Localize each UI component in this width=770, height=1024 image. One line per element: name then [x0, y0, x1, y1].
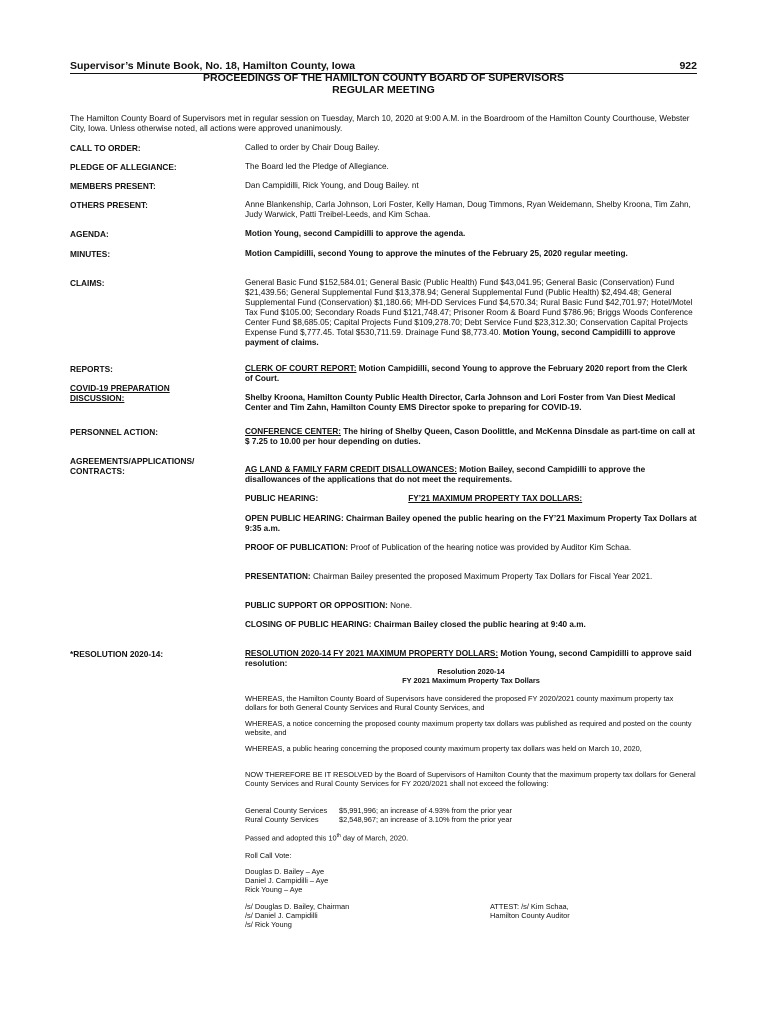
- proof-label: PROOF OF PUBLICATION:: [245, 543, 349, 552]
- agreements-label-line2: CONTRACTS:: [70, 466, 125, 476]
- whereas-2: WHEREAS, a notice concerning the proposed county maximum property tax dollars was published as required and posted on the county website, and: [245, 719, 692, 737]
- passed-sup: th: [336, 833, 341, 839]
- pledge-text: The Board led the Pledge of Allegiance.: [245, 162, 389, 171]
- covid-label-line2: DISCUSSION:: [70, 393, 125, 403]
- intro-paragraph: The Hamilton County Board of Supervisors met in regular session on Tuesday, March 10, 2020 at 9:00 A.M. in the Boardroom of the Hamilton County Courthouse, Webster City, Iowa. Unless otherwise noted, all actions were approved unanimously.: [70, 114, 690, 133]
- covid-label: [70, 383, 170, 403]
- support-label: PUBLIC SUPPORT OR OPPOSITION:: [245, 601, 388, 610]
- agreements-text: [245, 465, 697, 485]
- page-number: 922: [679, 60, 697, 72]
- resolution-title-1: Resolution 2020-14: [437, 667, 505, 676]
- others-present-text: Anne Blankenship, Carla Johnson, Lori Foster, Kelly Haman, Doug Timmons, Ryan Weidemann, Shelby Kroona, Tim Zahn, Judy Warwick, Patti Treibel-Leeds, and Kim Schaa.: [245, 200, 691, 219]
- agenda-text: Motion Young, second Campidilli to approve the agenda.: [245, 229, 466, 238]
- open-hearing-text: OPEN PUBLIC HEARING: Chairman Bailey opened the public hearing on the FY’21 Maximum Property Tax Dollars at 9:35 a.m.: [245, 514, 697, 533]
- signature-campidilli: /s/ Daniel J. Campidilli: [245, 911, 318, 920]
- members-present-text: Dan Campidilli, Rick Young, and Doug Bailey. nt: [245, 181, 419, 190]
- rural-county-services: [245, 815, 697, 824]
- resolution-heading: [245, 649, 697, 669]
- resolution-motion: Motion Young, second Campidilli to approve said resolution:: [245, 649, 692, 668]
- agenda-label: AGENDA:: [70, 229, 109, 239]
- minutes-label: MINUTES:: [70, 249, 111, 259]
- whereas-3: WHEREAS, a public hearing concerning the proposed county maximum property tax dollars was held on March 10, 2020,: [245, 744, 642, 753]
- pledge-label: PLEDGE OF ALLEGIANCE:: [70, 162, 177, 172]
- covid-text: Shelby Kroona, Hamilton County Public Health Director, Carla Johnson and Lori Foster from Van Diest Medical Center and Tim Zahn, Hamilton County EMS Director spoke to preparing for COVID-19.: [245, 393, 676, 412]
- call-to-order-label: CALL TO ORDER:: [70, 143, 141, 153]
- proof-text: Proof of Publication of the hearing notice was provided by Auditor Kim Schaa.: [350, 543, 632, 552]
- covid-label-line1: COVID-19 PREPARATION: [70, 383, 170, 393]
- claims-funds: General Basic Fund $152,584.01; General Basic (Public Health) Fund $43,041.95; General Basic (Conservation) Fund $21,439.56; General Supplemental Fund $13,378.94; General Supplemental Fund (Public Health) $2,494.48; General Supplemental Fund (Conservation) $1,180.66; MH-DD Services Fund $4,570.34; Rural Basic Fund $42,701.97; Hotel/Motel Tax Fund $105.00; Secondary Roads Fund $121,748.47; Prisoner Room & Board Fund $786.96; Briggs Woods Conference Center Fund $8,685.05; Capital Projects Fund $109,278.70; Debt Service Fund $23,312.30; Conservation Capital Projects Expense Fund $,777.45. Total $530,711.59. Drainage Fund $8,773.40.: [245, 278, 693, 337]
- general-services-value: $5,991,996; an increase of 4.93% from the prior year: [339, 806, 512, 815]
- ag-land-heading: AG LAND & FAMILY FARM CREDIT DISALLOWANCES:: [245, 465, 457, 474]
- call-to-order-text: Called to order by Chair Doug Bailey.: [245, 143, 380, 152]
- attest-title: Hamilton County Auditor: [490, 911, 570, 920]
- personnel-label: PERSONNEL ACTION:: [70, 427, 159, 437]
- presentation: [245, 572, 697, 582]
- others-present-label: OTHERS PRESENT:: [70, 200, 148, 210]
- vote-bailey: Douglas D. Bailey – Aye: [245, 867, 325, 876]
- signature-bailey: /s/ Douglas D. Bailey, Chairman: [245, 902, 350, 911]
- claims-text: [245, 278, 697, 348]
- signature-young: /s/ Rick Young: [245, 920, 292, 929]
- claims-motion: Motion Young, second Campidilli to approve payment of claims.: [245, 328, 676, 347]
- ag-land-motion: Motion Bailey, second Campidilli to approve the disallowances of the applications that do not meet the requirements.: [245, 465, 646, 484]
- resolved-paragraph: NOW THEREFORE BE IT RESOLVED by the Board of Supervisors of Hamilton County that the maximum property tax dollars for General County Services and Rural County Services for FY 2020/2021 shall not exceed the following:: [245, 770, 696, 788]
- document-title: PROCEEDINGS OF THE HAMILTON COUNTY BOARD OF SUPERVISORS: [203, 72, 564, 84]
- public-hearing-topic: FY’21 MAXIMUM PROPERTY TAX DOLLARS:: [408, 494, 583, 503]
- resolution-label: *RESOLUTION 2020-14:: [70, 649, 164, 659]
- proof-of-publication: [245, 543, 697, 553]
- rural-services-label: Rural County Services: [245, 815, 319, 824]
- attest-line: ATTEST: /s/ Kim Schaa,: [490, 902, 569, 911]
- members-present-label: MEMBERS PRESENT:: [70, 181, 156, 191]
- passed-adopted: [245, 832, 697, 842]
- rural-services-value: $2,548,967; an increase of 3.10% from the prior year: [339, 815, 512, 824]
- public-hearing-line: [245, 494, 697, 504]
- general-services-label: General County Services: [245, 806, 328, 815]
- presentation-label: PRESENTATION:: [245, 572, 311, 581]
- presentation-text: Chairman Bailey presented the proposed Maximum Property Tax Dollars for Fiscal Year 2021.: [312, 572, 653, 581]
- personnel-text: [245, 427, 697, 447]
- conference-center-heading: CONFERENCE CENTER:: [245, 427, 341, 436]
- passed-suffix: day of March, 2020.: [340, 833, 409, 843]
- passed-prefix: Passed and adopted this 10: [245, 833, 337, 843]
- agreements-label-line1: AGREEMENTS/APPLICATIONS/: [70, 456, 195, 466]
- vote-young: Rick Young – Aye: [245, 885, 303, 894]
- reports-label: REPORTS:: [70, 364, 113, 374]
- vote-campidilli: Daniel J. Campidilli – Aye: [245, 876, 329, 885]
- closing-hearing-text: CLOSING OF PUBLIC HEARING: Chairman Bailey closed the public hearing at 9:40 a.m.: [245, 620, 586, 629]
- whereas-1: WHEREAS, the Hamilton County Board of Supervisors have considered the proposed FY 2020/2021 county maximum property tax dollars for both General County Services and Rural County Services, and: [245, 694, 674, 712]
- reports-text: [245, 364, 697, 384]
- agreements-label: [70, 456, 194, 476]
- minutes-text: Motion Campidilli, second Young to approve the minutes of the February 25, 2020 regular meeting.: [245, 249, 628, 258]
- document-subtitle: REGULAR MEETING: [332, 84, 435, 96]
- resolution-heading-title: RESOLUTION 2020-14 FY 2021 MAXIMUM PROPERTY DOLLARS:: [245, 649, 499, 658]
- general-county-services: [245, 806, 697, 815]
- resolution-title-2: FY 2021 Maximum Property Tax Dollars: [402, 676, 540, 685]
- public-support: [245, 601, 697, 611]
- public-hearing-label: PUBLIC HEARING:: [245, 494, 319, 503]
- roll-call-heading: Roll Call Vote:: [245, 851, 292, 860]
- claims-label: CLAIMS:: [70, 278, 105, 288]
- minute-book-title: Supervisor’s Minute Book, No. 18, Hamilton County, Iowa: [70, 60, 356, 72]
- personnel-hiring: The hiring of Shelby Queen, Cason Doolittle, and McKenna Dinsdale as part-time on call at $ 7.25 to 10.00 per hour depending on duties.: [245, 427, 695, 446]
- clerk-report-heading: CLERK OF COURT REPORT:: [245, 364, 357, 373]
- clerk-report-motion: Motion Campidilli, second Young to approve the February 2020 report from the Clerk of Court.: [245, 364, 688, 383]
- support-text: None.: [390, 601, 412, 610]
